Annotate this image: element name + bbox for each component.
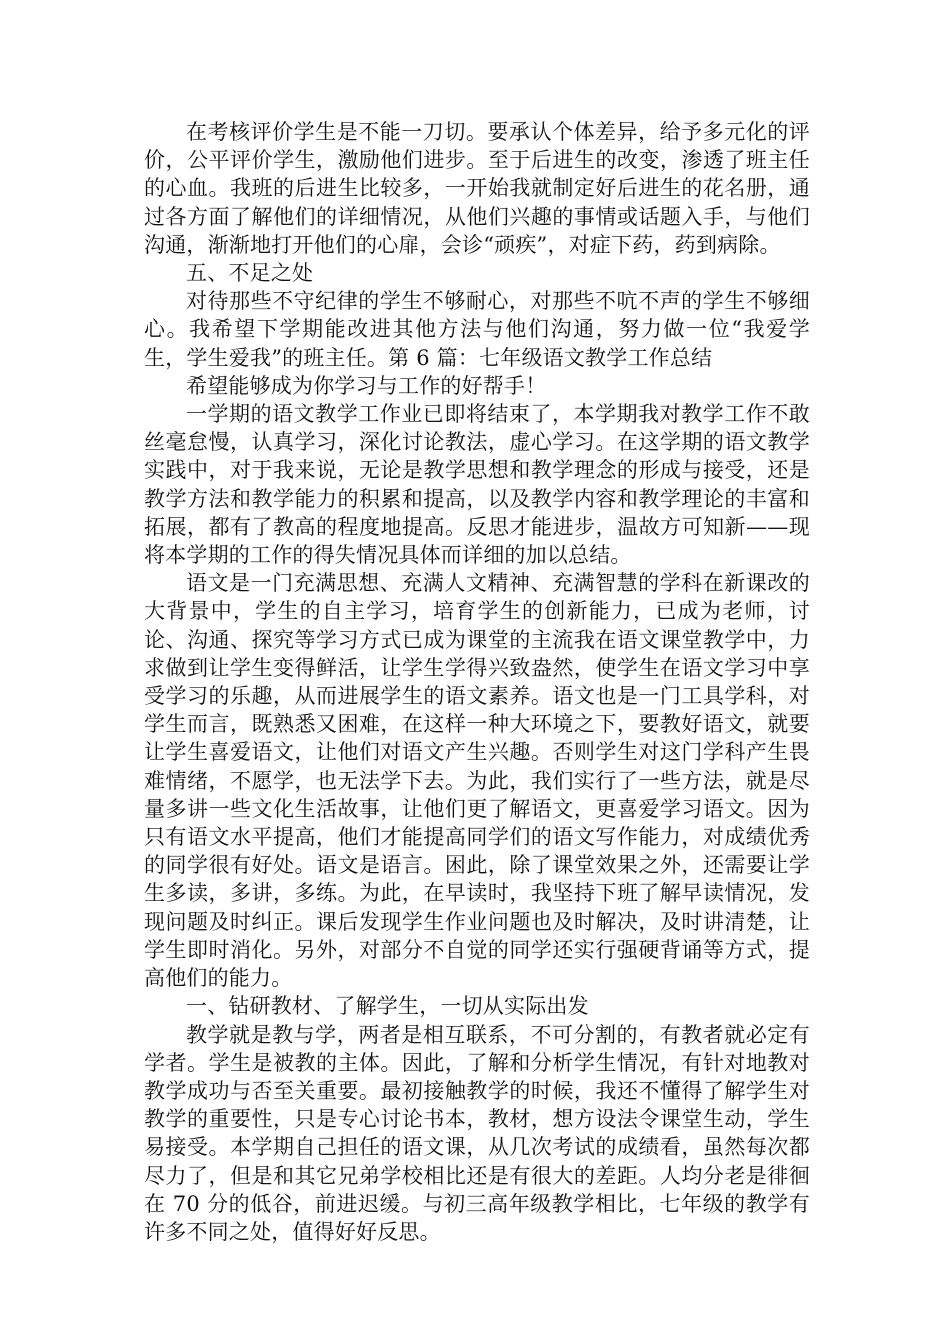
paragraph-shortcomings: 对待那些不守纪律的学生不够耐心，对那些不吭不声的学生不够细心。我希望下学期能改进其他方法与他们沟通，努力做一位“我爱学生，学生爱我”的班主任。第 6 篇：七年级语文教学工作总结 bbox=[144, 289, 810, 370]
section-heading-study-materials: 一、钻研教材、了解学生，一切从实际出发 bbox=[186, 994, 589, 1019]
paragraph-wish: 希望能够成为你学习与工作的好帮手！ bbox=[186, 373, 547, 398]
paragraph-evaluation: 在考核评价学生是不能一刀切。要承认个体差异，给予多元化的评价，公平评价学生，激励他们进步。至于后进生的改变，渗透了班主任的心血。我班的后进生比较多，一开始我就制定好后进生的花名册，通过各方面了解他们的详细情况，从他们兴趣的事情或话题入手，与他们沟通，渐渐地打开他们的心扉，会诊“顽疾”，对症下药，药到病除。 bbox=[144, 120, 810, 257]
paragraph-teaching-learning: 教学就是教与学，两者是相互联系，不可分割的，有教者就必定有学者。学生是被教的主体。因此，了解和分析学生情况，有针对地教对教学成功与否至关重要。最初接触教学的时候，我还不懂得了解学生对教学的重要性，只是专心讨论书本，教材，想方设法令课堂生动，学生易接受。本学期自己担任的语文课，从几次考试的成绩看，虽然每次都尽力了，但是和其它兄弟学校相比还是有很大的差距。人均分老是徘徊在 70 分的低谷，前进迟缓。与初三高年级教学相比，七年级的教学有许多不同之处，值得好好反思。 bbox=[144, 1022, 810, 1244]
document-body bbox=[144, 118, 810, 1246]
section-heading-shortcomings: 五、不足之处 bbox=[186, 261, 314, 286]
paragraph-chinese-subject: 语文是一门充满思想、充满人文精神、充满智慧的学科在新课改的大背景中，学生的自主学习，培育学生的创新能力，已成为老师，讨论、沟通、探究等学习方式已成为课堂的主流我在语文课堂教学中，力求做到让学生变得鲜活，让学生学得兴致盎然，使学生在语文学习中享受学习的乐趣，从而进展学生的语文素养。语文也是一门工具学科，对学生而言，既熟悉又困难，在这样一种大环境之下，要教好语文，就要让学生喜爱语文，让他们对语文产生兴趣。否则学生对这门学科产生畏难情绪，不愿学，也无法学下去。为此，我们实行了一些方法，就是尽量多讲一些文化生活故事，让他们更了解语文，更喜爱学习语文。因为只有语文水平提高，他们才能提高同学们的语文写作能力，对成绩优秀的同学很有好处。语文是语言。困此，除了课堂效果之外，还需要让学生多读，多讲，多练。为此，在早读时，我坚持下班了解早读情况，发现问题及时纠正。课后发现学生作业问题也及时解决，及时讲清楚，让学生即时消化。另外，对部分不自觉的同学还实行强硬背诵等方式，提高他们的能力。 bbox=[144, 571, 810, 991]
paragraph-semester-intro: 一学期的语文教学工作业已即将结束了，本学期我对教学工作不敢丝毫怠慢，认真学习，深化讨论教法，虚心学习。在这学期的语文教学实践中，对于我来说，无论是教学思想和教学理念的形成与接受，还是教学方法和教学能力的积累和提高，以及教学内容和教学理论的丰富和拓展，都有了教高的程度地提高。反思才能进步，温故方可知新——现将本学期的工作的得失情况具体而详细的加以总结。 bbox=[144, 402, 810, 568]
